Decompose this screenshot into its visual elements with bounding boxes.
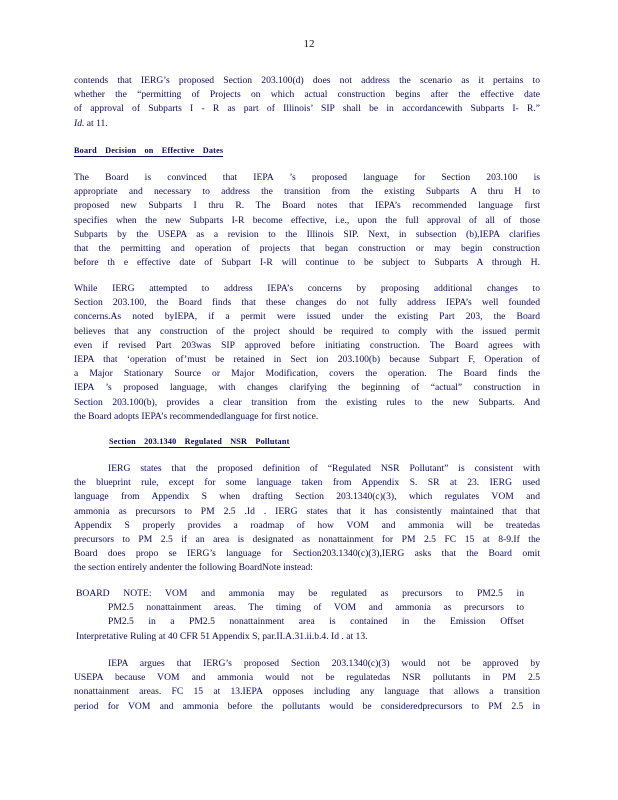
text-line: appropriate and necessary to address the transition from the existing Subparts A thru H to xyxy=(74,186,540,198)
text-line: of approval of Subparts I - R as part of Illinois’ SIP shall be in accordancewith Subparts I- R.” xyxy=(74,103,540,115)
text-line: concerns.As noted byIEPA, if a permit were issued under the existing Part 203, the Board xyxy=(74,311,540,323)
text-line: Section 203.100, the Board finds that these changes do not fully address IEPA’s well founded xyxy=(74,297,540,309)
paragraph xyxy=(74,171,540,270)
text-line: believes that any construction of the project should be required to comply with the issued permit xyxy=(74,325,540,337)
text-line: before th e effective date of Subpart I-R will continue to be subject to Subparts A through H. xyxy=(74,257,540,269)
text-line: PM2.5 in a PM2.5 nonattainment area is contained in the Emission Offset xyxy=(108,616,524,628)
text-line: the section entirely andenter the following BoardNote instead: xyxy=(74,562,313,574)
citation-id: Id. xyxy=(74,117,85,129)
text-line: the Board adopts IEPA’s recommendedlanguage for first notice. xyxy=(74,410,319,422)
text-line: the blueprint rule, except for some language taken from Appendix S. SR at 23. IERG used xyxy=(74,477,540,489)
text-line: nonattainment areas. FC 15 at 13.IEPA opposes including any language that allows a transition xyxy=(74,686,540,698)
text-line: PM2.5 nonattainment areas. The timing of VOM and ammonia as precursors to xyxy=(108,602,524,614)
text-line: proposed new Subparts I thru R. The Board notes that IEPA’s recommended language first xyxy=(74,200,540,212)
text-line: USEPA because VOM and ammonia would not be regulatedas NSR pollutants in PM 2.5 xyxy=(74,672,540,684)
text-line: even if revised Part 203was SIP approved before initiating construction. The Board agrees with xyxy=(74,339,540,351)
paragraph xyxy=(74,657,540,714)
text-line: a Major Stationary Source or Major Modification, covers the operation. The Board finds the xyxy=(74,368,540,380)
text-line: language from Appendix S when drafting Section 203.1340(c)(3), which regulates VOM and xyxy=(74,491,540,503)
text-line: whether the “permitting of Projects on which actual construction begins after the effective date xyxy=(74,89,540,101)
text-line: that the permitting and operation of projects that began construction or may begin construction xyxy=(74,243,540,255)
section-heading: Section 203.1340 Regulated NSR Pollutant xyxy=(109,437,290,446)
text-line: The Board is convinced that IEPA ’s proposed language for Section 203.100 is xyxy=(74,172,540,183)
text-line: While IERG attempted to address IEPA’s concerns by proposing additional changes to xyxy=(74,283,540,294)
text-line: Board does propo se IERG’s language for Section203.1340(c)(3),IERG asks that the Board omit xyxy=(74,548,540,560)
text-line: precursors to PM 2.5 if an area is designated as nonattainment for PM 2.5 FC 15 at 8-9.If the xyxy=(74,534,540,546)
citation-line xyxy=(74,117,540,131)
citation-text: at 11. xyxy=(84,117,108,129)
text-line: Interpretative Ruling at 40 CFR 51 Appendix S, par.II.A.31.ii.b.4. Id . at 13. xyxy=(76,630,368,642)
paragraph xyxy=(74,462,540,576)
page-number: 12 xyxy=(303,38,315,50)
paragraph-continuation xyxy=(74,74,540,131)
text-line: specifies when the new Subparts I-R become effective, i.e., upon the full approval of all of those xyxy=(74,214,540,226)
text-line: IEPA argues that IERG’s proposed Section 203.1340(c)(3) would not be approved by xyxy=(108,658,540,669)
text-line: ammonia as precursors to PM 2.5 .Id . IERG states that it has consistently maintained that that xyxy=(74,505,540,517)
text-line: BOARD NOTE: VOM and ammonia may be regulated as precursors to PM2.5 in xyxy=(76,588,524,599)
section-heading: Board Decision on Effective Dates xyxy=(74,146,224,155)
text-line: Appendix S properly provides a roadmap of how VOM and ammonia will be treatedas xyxy=(74,519,540,531)
text-line: contends that IERG’s proposed Section 203.100(d) does not address the scenario as it pertains to xyxy=(74,75,540,86)
text-line: IEPA ’s proposed language, with changes clarifying the beginning of “actual” construction in xyxy=(74,382,540,394)
paragraph xyxy=(74,282,540,424)
text-line: Section 203.100(b), provides a clear transition from the existing rules to the new Subparts. And xyxy=(74,396,540,408)
text-line: IERG states that the proposed definition of “Regulated NSR Pollutant” is consistent with xyxy=(108,463,540,474)
board-note xyxy=(76,587,524,644)
text-line: period for VOM and ammonia before the pollutants would be consideredprecursors to PM 2.5 in xyxy=(74,700,540,712)
text-line: Subparts by the USEPA as a revision to the Illinois SIP. Next, in subsection (b),IEPA clarifies xyxy=(74,228,540,240)
text-line: IEPA that ‘operation of’must be retained in Sect ion 203.100(b) because Subpart F, Operation of xyxy=(74,354,540,366)
